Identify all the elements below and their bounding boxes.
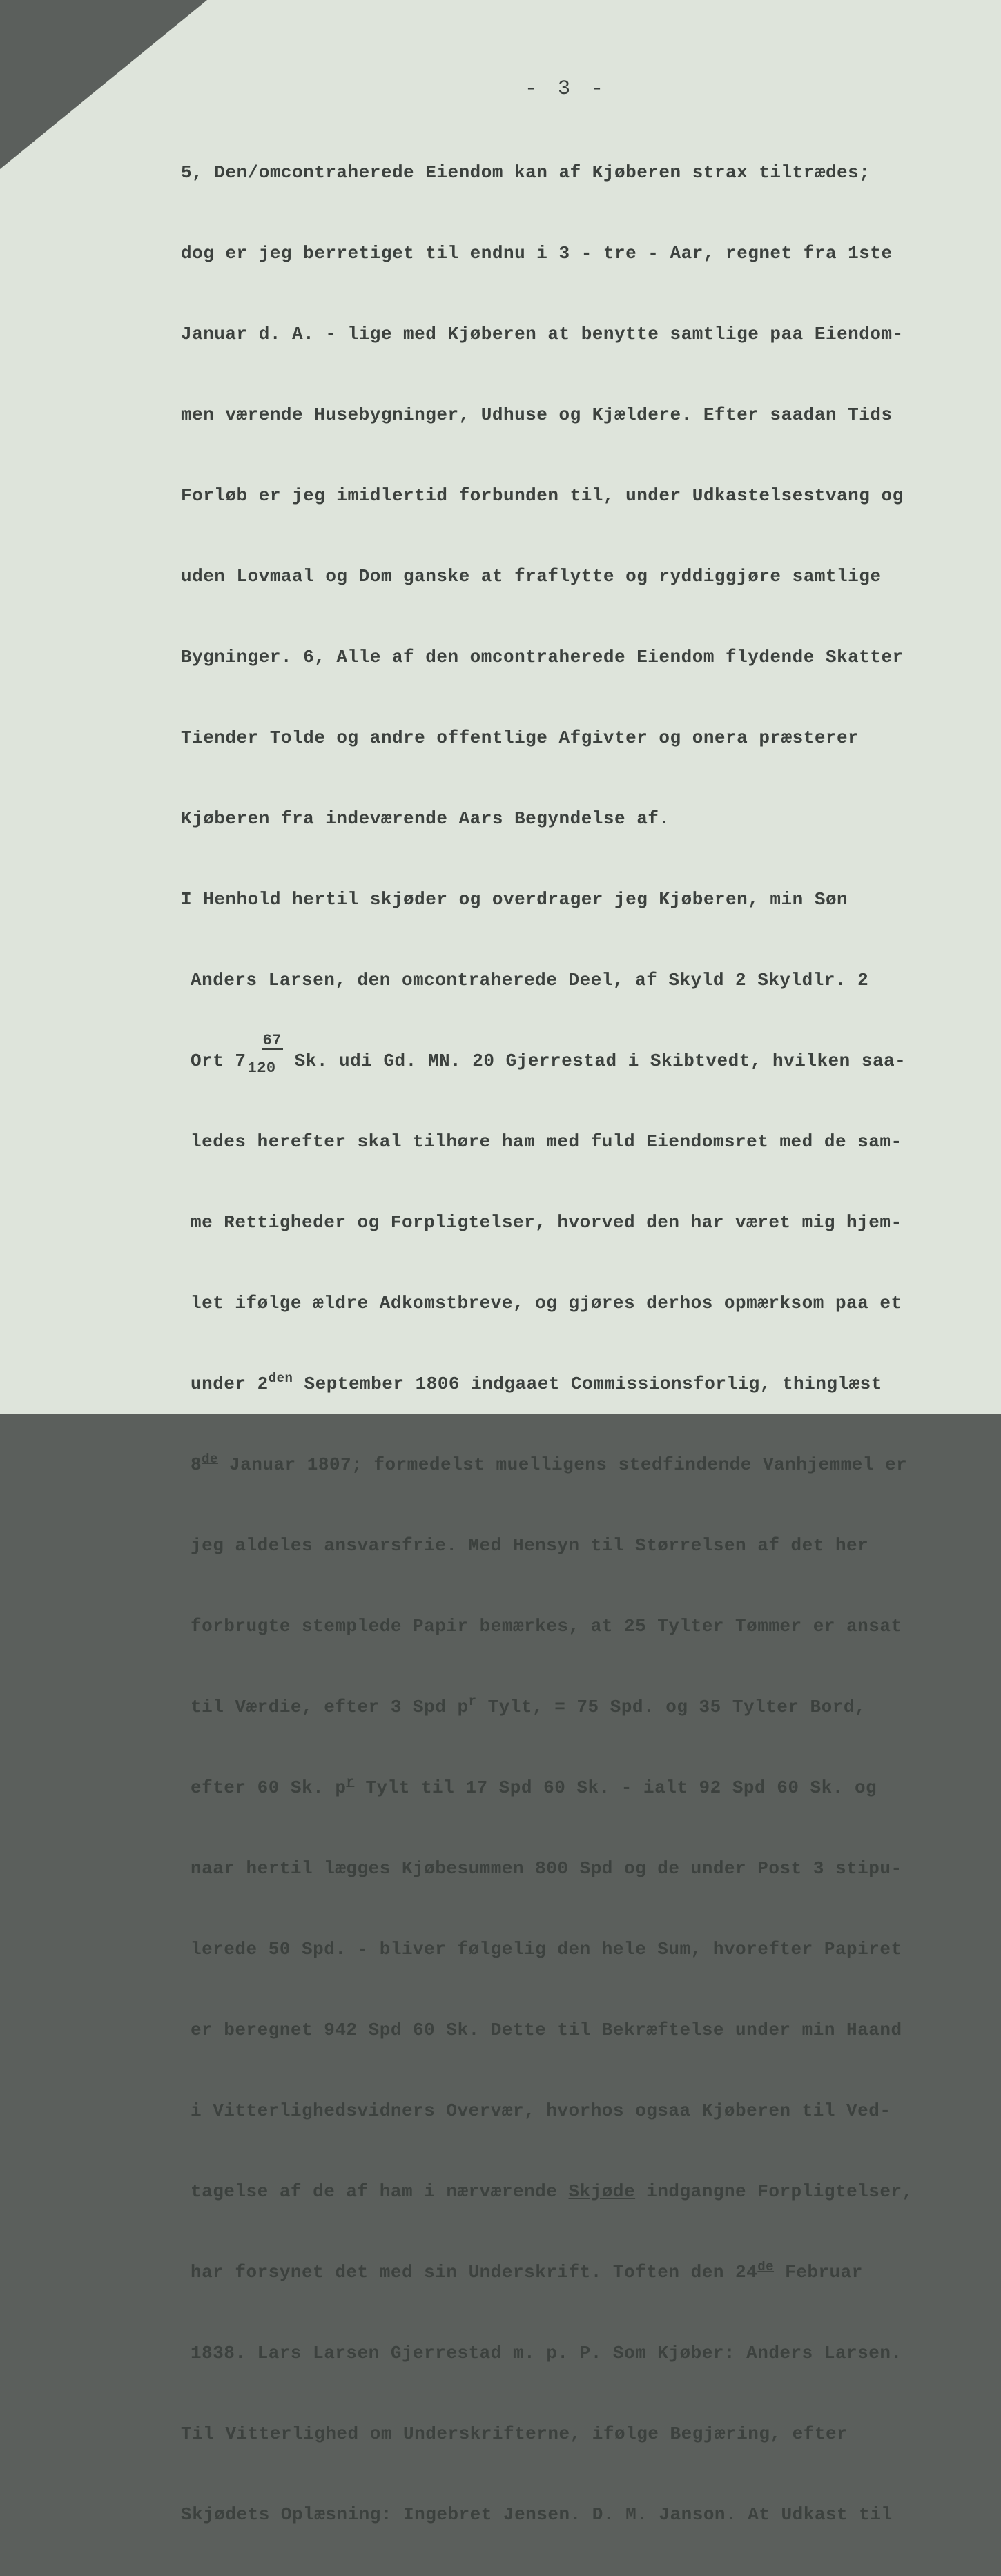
text-segment: indgangne Forpligtelser,	[635, 2181, 913, 2202]
fraction	[246, 1032, 284, 1081]
text-line	[181, 1688, 982, 1727]
text-segment: Ort 7	[191, 1051, 246, 1071]
text-line: jeg aldeles ansvarsfrie. Med Hensyn til Størrelsen af det her	[191, 1535, 869, 1556]
text-line: er beregnet 942 Spd 60 Sk. Dette til Bekræftelse under min Haand	[191, 2020, 902, 2040]
text-line: Til Vitterlighed om Underskrifterne, ifølge Begjæring, efter	[181, 2423, 848, 2444]
text-line: let ifølge ældre Adkomstbreve, og gjøres derhos opmærksom paa et	[191, 1293, 902, 1314]
superscript: r	[346, 1775, 355, 1790]
page-number: - 3 -	[525, 77, 608, 101]
text-segment: Tylt til 17 Spd 60 Sk. - ialt 92 Spd 60 Sk. og	[354, 1777, 877, 1798]
text-line: uden Lovmaal og Dom ganske at fraflytte og ryddiggjøre samtlige	[181, 566, 882, 587]
text-line: dog er jeg berretiget til endnu i 3 - tre - Aar, regnet fra 1ste	[181, 243, 893, 264]
text-segment: efter 60 Sk. p	[191, 1777, 347, 1798]
underlined-word: Skjøde	[568, 2181, 636, 2202]
text-line: Bygninger. 6, Alle af den omcontraherede Eiendom flydende Skatter	[181, 647, 904, 667]
text-segment: Februar	[774, 2262, 863, 2283]
text-line: i Vitterlighedsvidners Overvær, hvorhos ogsaa Kjøberen til Ved-	[191, 2100, 891, 2121]
text-line: Kjøberen fra indeværende Aars Begyndelse af.	[181, 808, 670, 829]
text-line	[181, 1768, 982, 1808]
text-line: naar hertil lægges Kjøbesummen 800 Spd og de under Post 3 stipu-	[191, 1858, 902, 1879]
superscript: r	[468, 1694, 477, 1709]
text-line	[181, 2172, 982, 2212]
text-line: Skjødets Oplæsning: Ingebret Jensen. D. M. Janson. At Udkast til	[181, 2504, 893, 2525]
text-line: 5, Den/omcontraherede Eiendom kan af Kjøberen strax tiltrædes;	[181, 162, 871, 183]
text-segment: har forsynet det med sin Underskrift. Toften den 24	[191, 2262, 758, 2283]
superscript: de	[757, 2259, 775, 2274]
text-line: forbrugte stemplede Papir bemærkes, at 25 Tylter Tømmer er ansat	[191, 1616, 902, 1637]
superscript: de	[202, 1452, 218, 1467]
text-line: I Henhold hertil skjøder og overdrager jeg Kjøberen, min Søn	[181, 889, 848, 910]
text-line	[181, 2253, 982, 2292]
superscript: den	[268, 1371, 293, 1386]
text-line: Anders Larsen, den omcontraherede Deel, af Skyld 2 Skyldlr. 2	[191, 970, 869, 991]
text-segment: til Værdie, efter 3 Spd p	[191, 1697, 469, 1717]
text-line: lerede 50 Spd. - bliver følgelig den hele Sum, hvorefter Papiret	[191, 1939, 902, 1960]
fraction-denominator: 120	[247, 1060, 276, 1077]
text-line: men værende Husebygninger, Udhuse og Kjældere. Efter saadan Tids	[181, 404, 893, 425]
text-segment: September 1806 indgaaet Commissionsforlig, thinglæst	[293, 1374, 882, 1394]
text-segment: 8	[191, 1454, 202, 1475]
text-line	[181, 1445, 982, 1485]
text-line: me Rettigheder og Forpligtelser, hvorved den har været mig hjem-	[191, 1212, 902, 1233]
text-segment: tagelse af de af ham i nærværende	[191, 2181, 569, 2202]
fraction-numerator: 67	[262, 1032, 282, 1049]
text-segment: Januar 1807; formedelst muelligens stedfindende Vanhjemmel er	[217, 1454, 908, 1475]
document-body	[181, 112, 982, 2576]
text-line	[181, 1032, 982, 1081]
text-line	[181, 1365, 982, 1404]
text-line: 1838. Lars Larsen Gjerrestad m. p. P. Som Kjøber: Anders Larsen.	[191, 2343, 902, 2363]
text-segment: Tylt, = 75 Spd. og 35 Tylter Bord,	[476, 1697, 866, 1717]
folded-corner	[0, 0, 207, 169]
text-line: Forløb er jeg imidlertid forbunden til, under Udkastelsestvang og	[181, 485, 904, 506]
text-line: Tiender Tolde og andre offentlige Afgivter og onera præsterer	[181, 728, 859, 748]
text-line: ledes herefter skal tilhøre ham med fuld Eiendomsret med de sam-	[191, 1131, 902, 1152]
text-segment: Sk. udi Gd. MN. 20 Gjerrestad i Skibtvedt, hvilken saa-	[283, 1051, 906, 1071]
text-line: Januar d. A. - lige med Kjøberen at benytte samtlige paa Eiendom-	[181, 324, 904, 344]
text-segment: under 2	[191, 1374, 269, 1394]
